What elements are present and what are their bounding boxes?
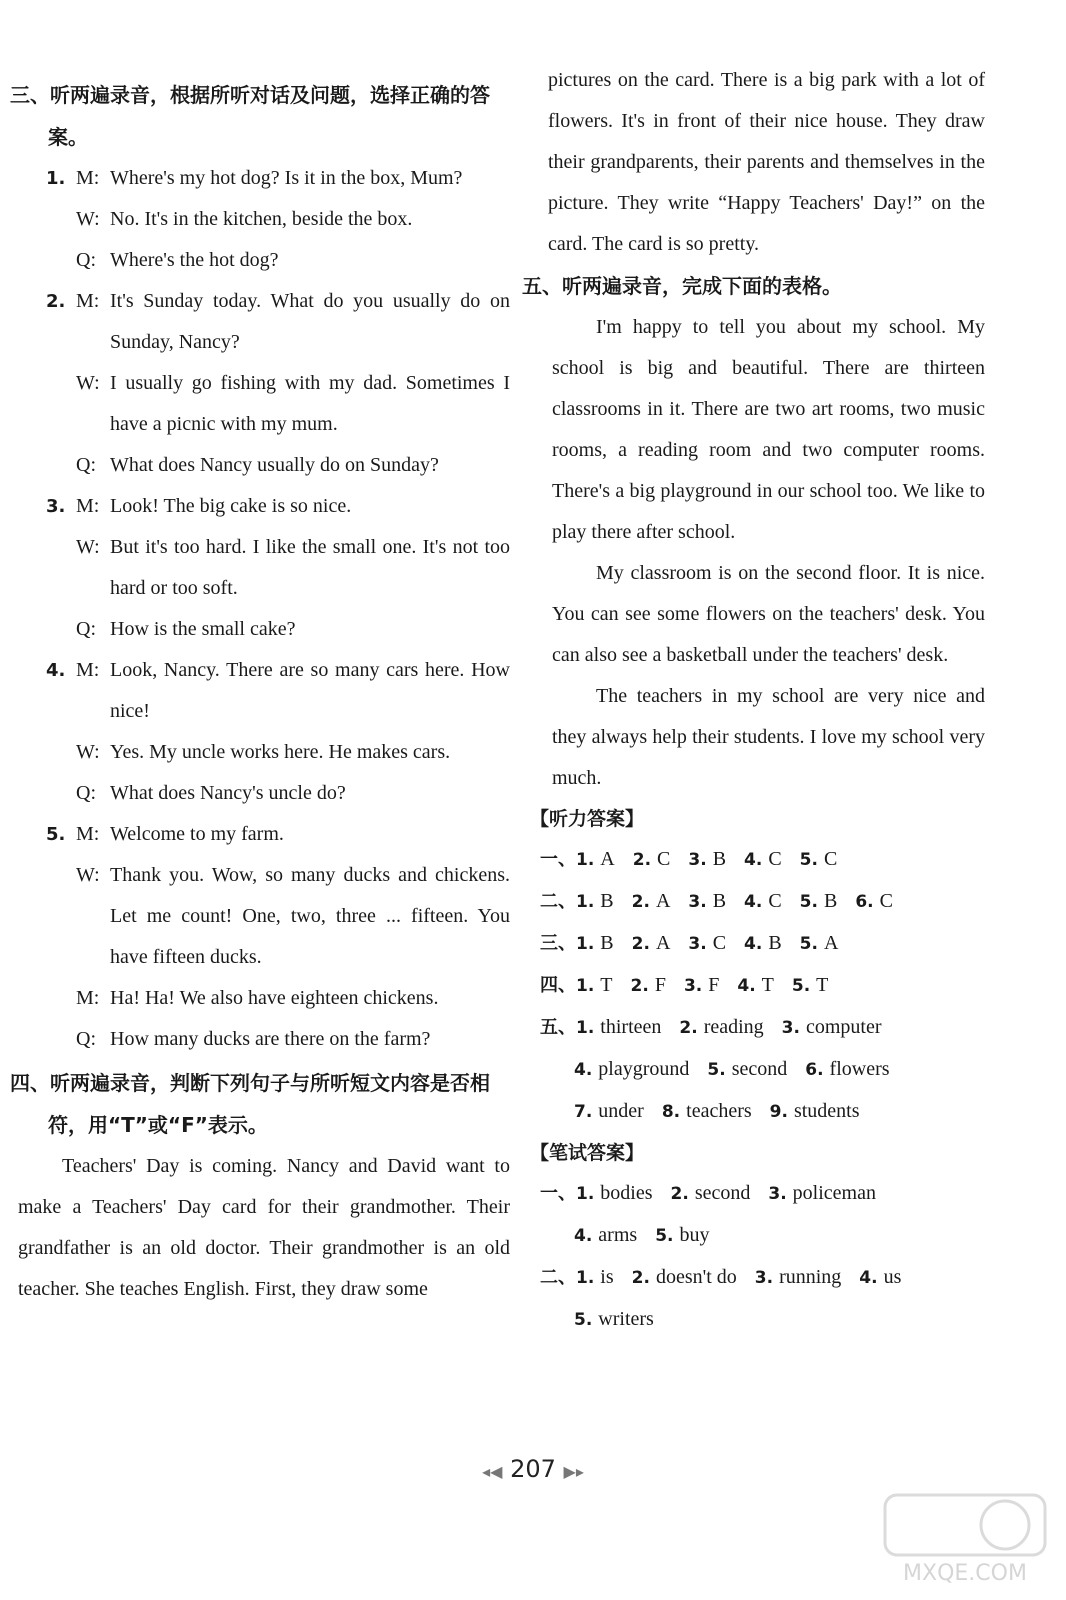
dialogue-item [46, 158, 510, 281]
dialogue-text: Look! The big cake is so nice. [110, 495, 352, 517]
answer-value: is [600, 1266, 614, 1288]
answer-pair [768, 1173, 876, 1215]
section-4-passage-continued: pictures on the card. There is a big park with a lot of flowers. It's in front of their nice house. They draw their grandparents, their parents and themselves in the picture. They write “Happy Teachers' Day!” on the card. The card is so pretty. [548, 69, 985, 255]
answer-value: A [600, 848, 615, 870]
answer-number: 7. [574, 1102, 593, 1122]
answer-number: 2. [632, 850, 652, 870]
answer-section-label [540, 1299, 574, 1341]
answer-section-label: 二、 [540, 1267, 576, 1288]
answer-value: B [712, 848, 727, 870]
answer-value: B [600, 932, 614, 954]
speaker-label: Q: [76, 782, 96, 804]
answer-value: C [712, 932, 727, 954]
prev-arrow-icon: ◂◀ [482, 1462, 503, 1481]
dialogue-line [76, 978, 510, 1019]
answer-number: 5. [707, 1060, 726, 1080]
dialogue-item [46, 814, 510, 1060]
answer-value: bodies [600, 1182, 653, 1204]
speaker-label: Q: [76, 454, 96, 476]
written-answers [540, 1173, 985, 1341]
answer-value: arms [598, 1224, 638, 1246]
answer-pair [576, 1257, 614, 1299]
answer-section-label: 二、 [540, 891, 576, 912]
answer-pair [631, 965, 666, 1007]
dialogue-text: Where's my hot dog? Is it in the box, Mum? [110, 167, 463, 189]
answer-pair [744, 881, 782, 923]
answer-row [540, 1173, 985, 1215]
answer-pair [707, 1049, 787, 1091]
answer-number: 4. [744, 934, 763, 954]
left-column [10, 74, 510, 1310]
answer-pair [855, 881, 893, 923]
answer-number: 4. [859, 1268, 878, 1288]
speaker-label: W: [76, 208, 100, 230]
answer-value: under [598, 1100, 644, 1122]
answer-number: 6. [855, 892, 874, 912]
answer-number: 3. [768, 1184, 787, 1204]
next-arrow-icon: ▶▸ [563, 1462, 584, 1481]
right-column [522, 69, 985, 1341]
dialogue-line [76, 445, 510, 486]
answer-value: F [708, 974, 720, 996]
answer-section-label: 三、 [540, 933, 576, 954]
answer-number: 1. [576, 892, 595, 912]
dialogue-text: Ha! Ha! We also have eighteen chickens. [110, 987, 439, 1009]
answer-number: 4. [574, 1226, 593, 1246]
section-5-heading: 五、听两遍录音，完成下面的表格。 [522, 274, 842, 298]
answer-section-label [540, 1215, 574, 1257]
answer-pair [574, 1091, 644, 1133]
answer-value: students [793, 1100, 860, 1122]
answer-row [540, 1007, 985, 1049]
dialogue-text: Where's the hot dog? [110, 249, 279, 271]
speaker-label: W: [76, 372, 100, 394]
answer-number: 2. [631, 934, 650, 954]
dialogue-lines [76, 281, 510, 486]
answer-number: 1. [576, 934, 595, 954]
item-number: 5. [46, 824, 66, 845]
dialogue-item [46, 281, 510, 486]
answer-value: second [731, 1058, 788, 1080]
answer-value: playground [598, 1058, 690, 1080]
dialogue-text: It's Sunday today. What do you usually do on Sunday, Nancy? [110, 290, 510, 353]
item-number: 3. [46, 496, 66, 517]
answer-value: A [823, 932, 839, 954]
answer-number: 8. [661, 1102, 681, 1122]
answer-value: computer [805, 1016, 882, 1038]
dialogue-text: Thank you. Wow, so many ducks and chickens. Let me count! One, two, three ... fifteen. You have fifteen ducks. [110, 864, 510, 968]
answer-value: C [879, 890, 893, 912]
speaker-label: M: [76, 290, 100, 312]
dialogue-text: How many ducks are there on the farm? [110, 1028, 431, 1050]
answer-pair [792, 965, 829, 1007]
answer-number: 4. [744, 892, 763, 912]
dialogue-line [76, 281, 510, 363]
dialogue-text: Welcome to my farm. [110, 823, 284, 845]
dialogue-line [76, 363, 510, 445]
answer-value: T [761, 974, 774, 996]
answer-row [540, 881, 985, 923]
answer-number: 9. [769, 1102, 788, 1122]
answer-number: 6. [805, 1060, 824, 1080]
answer-value: writers [598, 1308, 654, 1330]
answer-number: 4. [744, 850, 763, 870]
answer-section-label: 五、 [540, 1017, 576, 1038]
answer-pair [679, 1007, 763, 1049]
speaker-label: M: [76, 659, 100, 681]
answer-number: 3. [688, 850, 707, 870]
answer-pair [632, 1257, 737, 1299]
answer-pair [737, 965, 774, 1007]
answer-section-label [540, 1049, 574, 1091]
answer-pair [632, 923, 671, 965]
answer-pair [655, 1215, 709, 1257]
page-footer [0, 1455, 1066, 1483]
dialogue-line [76, 158, 510, 199]
item-number: 4. [46, 660, 66, 681]
answer-row [540, 839, 985, 881]
dialogue-lines [76, 158, 510, 281]
answer-section-label: 四、 [540, 975, 576, 996]
answer-value: doesn't do [655, 1266, 737, 1288]
answer-value: buy [679, 1224, 710, 1246]
answer-number: 1. [576, 850, 595, 870]
answer-pair [576, 1007, 661, 1049]
answer-pair [800, 839, 838, 881]
answer-pair [782, 1007, 882, 1049]
dialogue-line [76, 527, 510, 609]
answer-pair [800, 923, 839, 965]
answer-number: 2. [679, 1018, 698, 1038]
dialogue-line [76, 773, 510, 814]
dialogue-text: What does Nancy usually do on Sunday? [110, 454, 439, 476]
answer-value: A [655, 932, 671, 954]
answer-value: teachers [686, 1100, 752, 1122]
answer-row [540, 923, 985, 965]
answer-pair [576, 965, 613, 1007]
section-5-paragraph-3: The teachers in my school are very nice and they always help their students. I love my school very much. [552, 685, 985, 789]
dialogue-line [76, 650, 510, 732]
answer-pair [770, 1091, 860, 1133]
answer-number: 1. [576, 976, 595, 996]
answer-number: 5. [799, 850, 818, 870]
dialogue-line [76, 855, 510, 978]
answer-number: 5. [799, 892, 818, 912]
answer-value: B [768, 932, 782, 954]
answer-value: A [655, 890, 671, 912]
answer-pair [688, 923, 726, 965]
answer-row [540, 1257, 985, 1299]
answer-value: second [694, 1182, 751, 1204]
dialogue-text: How is the small cake? [110, 618, 296, 640]
dialogue-text: What does Nancy's uncle do? [110, 782, 346, 804]
answer-value: T [816, 974, 829, 996]
answer-row [540, 1091, 985, 1133]
answer-pair [576, 881, 614, 923]
dialogue-item [46, 486, 510, 650]
answer-number: 2. [670, 1184, 689, 1204]
answer-value: thirteen [600, 1016, 662, 1038]
dialogue-line [76, 732, 510, 773]
item-number: 1. [46, 168, 66, 189]
answer-number: 2. [631, 892, 650, 912]
answer-number: 4. [737, 976, 756, 996]
answer-pair [859, 1257, 901, 1299]
answer-number: 5. [799, 934, 818, 954]
dialogue-line [76, 609, 510, 650]
dialogue-lines [76, 486, 510, 650]
answer-number: 4. [574, 1060, 593, 1080]
answer-value: B [600, 890, 614, 912]
answer-pair [755, 1257, 842, 1299]
answer-value: B [712, 890, 727, 912]
answer-row [540, 1049, 985, 1091]
answer-pair [574, 1215, 637, 1257]
section-3-heading: 三、听两遍录音，根据所听对话及问题，选择正确的答案。 [10, 83, 490, 149]
answer-pair [662, 1091, 752, 1133]
answer-value: C [768, 890, 782, 912]
dialogue-item [46, 650, 510, 814]
dialogue-text: Yes. My uncle works here. He makes cars. [110, 741, 451, 763]
answer-pair [688, 839, 726, 881]
speaker-label: W: [76, 536, 100, 558]
answer-pair [632, 881, 671, 923]
answer-value: C [823, 848, 838, 870]
section-5-paragraph-1: I'm happy to tell you about my school. My school is big and beautiful. There are thirteen classrooms in it. There are two art rooms, two music rooms, a reading room and two computer rooms. There's a big playground in our school too. We like to play there after school. [552, 316, 985, 543]
answer-number: 3. [688, 892, 707, 912]
answer-value: F [654, 974, 666, 996]
answer-pair [574, 1299, 654, 1341]
speaker-label: Q: [76, 1028, 96, 1050]
dialogue-line [76, 814, 510, 855]
speaker-label: M: [76, 987, 100, 1009]
answer-pair [576, 1173, 653, 1215]
answer-pair [688, 881, 726, 923]
dialogue-line [76, 486, 510, 527]
answer-number: 5. [655, 1226, 674, 1246]
listening-answers-heading: 【听力答案】 [530, 808, 645, 830]
answer-pair [633, 839, 671, 881]
dialogue-line [76, 1019, 510, 1060]
listening-answers [540, 839, 985, 1133]
section-4-heading: 四、听两遍录音，判断下列句子与所听短文内容是否相符，用“T”或“F”表示。 [10, 1071, 490, 1137]
answer-number: 1. [576, 1268, 595, 1288]
answer-value: B [823, 890, 838, 912]
answer-value: us [883, 1266, 902, 1288]
answer-number: 2. [630, 976, 649, 996]
dialogue-text: No. It's in the kitchen, beside the box. [110, 208, 413, 230]
watermark-logo [875, 1490, 1055, 1590]
section-4-passage: Teachers' Day is coming. Nancy and David want to make a Teachers' Day card for their grandmother. Their grandfather is an old doctor. Their grandmother is an old teacher. She teaches English. First, they draw some [18, 1155, 510, 1300]
answer-number: 3. [781, 1018, 800, 1038]
answer-number: 3. [688, 934, 707, 954]
dialogue-lines [76, 814, 510, 1060]
answer-value: C [657, 848, 671, 870]
written-answers-heading: 【笔试答案】 [530, 1142, 645, 1164]
answer-row [540, 965, 985, 1007]
answer-number: 2. [631, 1268, 650, 1288]
answer-number: 3. [683, 976, 703, 996]
answer-pair [744, 923, 782, 965]
answer-pair [576, 923, 614, 965]
section-5-paragraph-2: My classroom is on the second floor. It is nice. You can see some flowers on the teachers' desk. You can also see a basketball under the teachers' desk. [552, 562, 985, 666]
answer-pair [744, 839, 782, 881]
answer-pair [576, 839, 615, 881]
dialogue-text: I usually go fishing with my dad. Sometimes I have a picnic with my mum. [110, 372, 510, 435]
dialogue-line [76, 199, 510, 240]
answer-value: C [768, 848, 782, 870]
section-3-items [10, 158, 510, 1060]
answer-pair [800, 881, 838, 923]
speaker-label: Q: [76, 618, 96, 640]
answer-number: 5. [791, 976, 811, 996]
answer-row [540, 1215, 985, 1257]
answer-value: running [779, 1266, 842, 1288]
dialogue-line [76, 240, 510, 281]
speaker-label: M: [76, 495, 100, 517]
speaker-label: M: [76, 167, 100, 189]
speaker-label: W: [76, 741, 100, 763]
answer-pair [671, 1173, 751, 1215]
answer-section-label: 一、 [540, 1183, 576, 1204]
dialogue-text: But it's too hard. I like the small one. It's not too hard or too soft. [110, 536, 510, 599]
answer-section-label [540, 1091, 574, 1133]
answer-value: reading [703, 1016, 764, 1038]
dialogue-text: Look, Nancy. There are so many cars here. How nice! [110, 659, 510, 722]
watermark-text: MXQE.COM [903, 1561, 1027, 1586]
answer-section-label: 一、 [540, 849, 576, 870]
answer-pair [684, 965, 719, 1007]
answer-pair [574, 1049, 689, 1091]
answer-value: flowers [829, 1058, 890, 1080]
answer-number: 5. [574, 1310, 593, 1330]
item-number: 2. [46, 291, 66, 312]
page-number: 207 [510, 1455, 556, 1483]
answer-number: 1. [576, 1018, 595, 1038]
speaker-label: Q: [76, 249, 96, 271]
answer-pair [805, 1049, 889, 1091]
answer-value: policeman [792, 1182, 876, 1204]
answer-number: 3. [754, 1268, 774, 1288]
answer-number: 1. [576, 1184, 595, 1204]
speaker-label: W: [76, 864, 100, 886]
speaker-label: M: [76, 823, 100, 845]
dialogue-lines [76, 650, 510, 814]
answer-row [540, 1299, 985, 1341]
answer-value: T [600, 974, 613, 996]
